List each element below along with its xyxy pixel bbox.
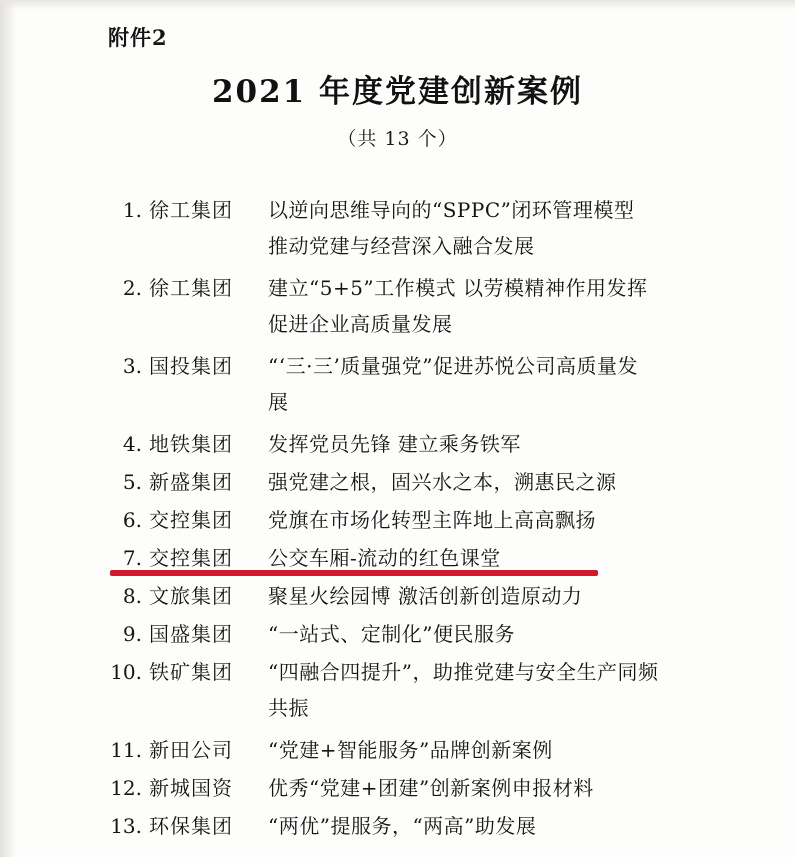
red-highlight-underline bbox=[110, 570, 598, 576]
list-item-case-title bbox=[268, 654, 708, 726]
list-item-organization: 国盛集团 bbox=[149, 622, 233, 646]
list-item bbox=[108, 270, 708, 342]
list-item-organization: 新城国资 bbox=[149, 776, 233, 800]
list-item-number: 8. bbox=[122, 584, 142, 608]
list-item-number: 1. bbox=[122, 198, 142, 222]
list-item-organization: 铁矿集团 bbox=[149, 660, 233, 684]
list-item-case-title-line: 以逆向思维导向的“SPPC”闭环管理模型 bbox=[268, 198, 635, 222]
list-item-case-title bbox=[268, 502, 708, 538]
list-item-organization: 环保集团 bbox=[149, 814, 233, 838]
list-item-case-title-line: “两优”提服务，“两高”助发展 bbox=[268, 814, 537, 838]
list-item-case-title-line: “四融合四提升”，助推党建与安全生产同频 bbox=[268, 660, 659, 684]
list-item-case-title-line: 聚星火绘园博 激活创新创造原动力 bbox=[268, 584, 583, 608]
list-item-organization: 交控集团 bbox=[149, 546, 233, 570]
list-item bbox=[108, 192, 708, 264]
list-item-case-title bbox=[268, 732, 708, 768]
list-item bbox=[108, 616, 708, 652]
attachment-label: 附件2 bbox=[108, 25, 168, 50]
list-item bbox=[108, 770, 708, 806]
list-item-number: 9. bbox=[122, 622, 142, 646]
list-item-organization: 徐工集团 bbox=[149, 198, 233, 222]
list-item-case-title-line: 促进企业高质量发展 bbox=[268, 312, 453, 336]
list-item-organization: 新田公司 bbox=[149, 738, 233, 762]
list-item-number: 5. bbox=[122, 470, 142, 494]
page-subtitle: （共 13 个） bbox=[337, 128, 458, 150]
list-item-organization: 徐工集团 bbox=[149, 276, 233, 300]
list-item-case-title-line: “党建+智能服务”品牌创新案例 bbox=[268, 738, 553, 762]
list-item-case-title-line: “‘三·三’质量强党”促进苏悦公司高质量发 bbox=[268, 354, 639, 378]
list-item-number: 12. bbox=[110, 776, 142, 800]
list-item-case-title bbox=[268, 578, 708, 614]
list-item bbox=[108, 464, 708, 500]
list-item-number: 10. bbox=[110, 660, 142, 684]
list-item-case-title-line: “一站式、定制化”便民服务 bbox=[268, 622, 515, 646]
list-item-case-title-line: 公交车厢-流动的红色课堂 bbox=[268, 546, 501, 570]
list-item-number: 3. bbox=[122, 354, 142, 378]
list-item-case-title bbox=[268, 426, 708, 462]
page-title: 2021 年度党建创新案例 bbox=[211, 74, 584, 110]
list-item-organization: 国投集团 bbox=[149, 354, 233, 378]
list-item-case-title bbox=[268, 464, 708, 500]
list-item-case-title-line: 优秀“党建+团建”创新案例申报材料 bbox=[268, 776, 594, 800]
list-item-case-title-line: 共振 bbox=[268, 696, 309, 720]
list-item-organization: 文旅集团 bbox=[149, 584, 233, 608]
list-item-number: 2. bbox=[122, 276, 142, 300]
list-item-case-title-line: 强党建之根，固兴水之本，溯惠民之源 bbox=[268, 470, 617, 494]
list-item bbox=[108, 654, 708, 726]
list-item-organization: 地铁集团 bbox=[149, 432, 233, 456]
list-item-case-title bbox=[268, 348, 708, 420]
list-item-number: 13. bbox=[110, 814, 142, 838]
list-item bbox=[108, 502, 708, 538]
list-item-number: 6. bbox=[122, 508, 142, 532]
list-item bbox=[108, 426, 708, 462]
list-item-case-title bbox=[268, 616, 708, 652]
list-item-case-title bbox=[268, 192, 708, 264]
list-item-organization: 新盛集团 bbox=[149, 470, 233, 494]
list-item-number: 7. bbox=[122, 546, 142, 570]
list-item-case-title-line: 建立“5+5”工作模式 以劳模精神作用发挥 bbox=[268, 276, 648, 300]
list-item bbox=[108, 578, 708, 614]
list-item-case-title-line: 展 bbox=[268, 390, 289, 414]
list-item bbox=[108, 732, 708, 768]
case-list bbox=[108, 192, 708, 846]
list-item bbox=[108, 348, 708, 420]
list-item-case-title-line: 发挥党员先锋 建立乘务铁军 bbox=[268, 432, 521, 456]
list-item-number: 4. bbox=[122, 432, 142, 456]
list-item bbox=[108, 808, 708, 844]
list-item-organization: 交控集团 bbox=[149, 508, 233, 532]
list-item-case-title bbox=[268, 770, 708, 806]
page-edge-shadow-top bbox=[0, 0, 795, 10]
list-item-case-title-line: 党旗在市场化转型主阵地上高高飘扬 bbox=[268, 508, 596, 532]
list-item-number: 11. bbox=[110, 738, 142, 762]
list-item-case-title bbox=[268, 808, 708, 844]
list-item-case-title bbox=[268, 270, 708, 342]
list-item-case-title-line: 推动党建与经营深入融合发展 bbox=[268, 234, 535, 258]
